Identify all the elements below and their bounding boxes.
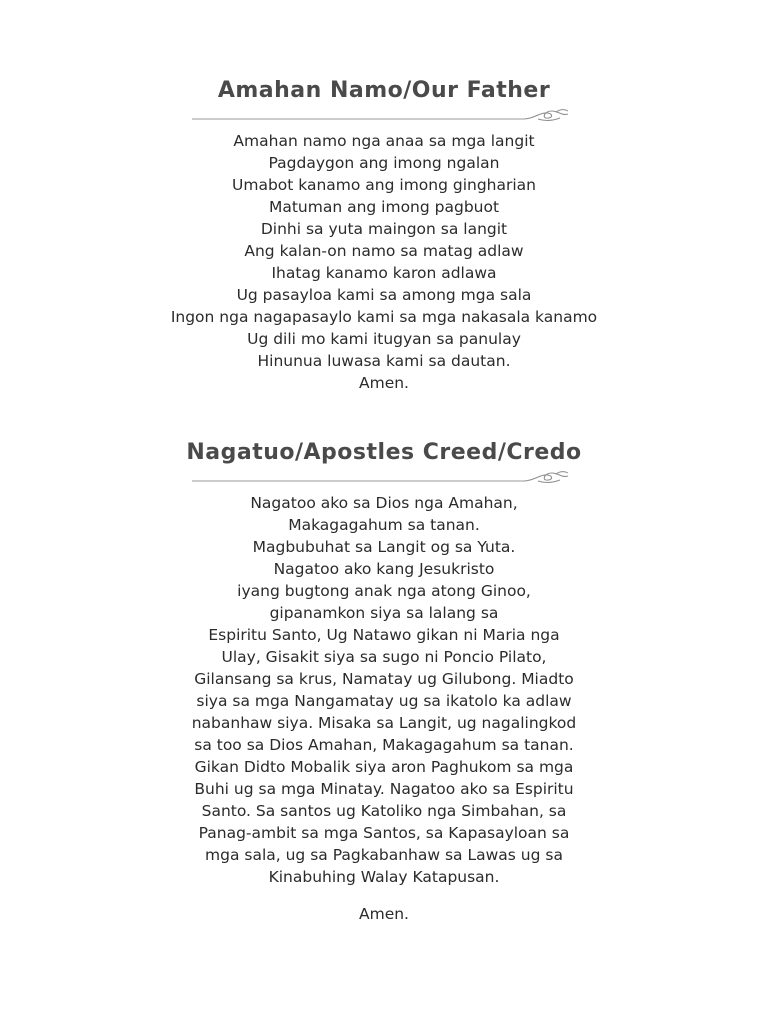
prayer-section-our-father bbox=[0, 76, 768, 394]
prayer-line: Ang kalan-on namo sa matag adlaw bbox=[244, 242, 524, 260]
prayer-line: Gilansang sa krus, Namatay ug Gilubong. Miadto bbox=[194, 670, 574, 688]
prayer-line: Nagatoo ako kang Jesukristo bbox=[273, 560, 495, 578]
prayer-line: Santo. Sa santos ug Katoliko nga Simbahan, sa bbox=[201, 802, 567, 820]
prayer-line: Amahan namo nga anaa sa mga langit bbox=[233, 132, 535, 150]
prayer-line: Nagatoo ako sa Dios nga Amahan, bbox=[250, 494, 518, 512]
prayer-line: Magbubuhat sa Langit og sa Yuta. bbox=[252, 538, 516, 556]
prayer-line: iyang bugtong anak nga atong Ginoo, bbox=[237, 582, 531, 600]
prayer-text bbox=[0, 130, 768, 394]
prayer-line: Gikan Didto Mobalik siya aron Paghukom sa mga bbox=[194, 758, 574, 776]
prayer-line: Ug pasayloa kami sa among mga sala bbox=[236, 286, 532, 304]
title-divider bbox=[192, 470, 576, 484]
prayer-line: Ug dili mo kami itugyan sa panulay bbox=[247, 330, 521, 348]
prayer-title: Amahan Namo/Our Father bbox=[217, 78, 551, 103]
flourish-ornament-icon bbox=[192, 470, 576, 484]
prayer-line: Matuman ang imong pagbuot bbox=[268, 198, 500, 216]
prayer-line: Espiritu Santo, Ug Natawo gikan ni Maria nga bbox=[208, 626, 560, 644]
prayer-line: gipanamkon siya sa lalang sa bbox=[269, 604, 499, 622]
prayer-line: Umabot kanamo ang imong gingharian bbox=[232, 176, 536, 194]
prayer-line: Kinabuhing Walay Katapusan. bbox=[268, 868, 500, 886]
prayer-line: siya sa mga Nangamatay ug sa ikatolo ka adlaw bbox=[196, 692, 572, 710]
prayer-line: Amen. bbox=[359, 374, 409, 392]
prayer-line: sa too sa Dios Amahan, Makagagahum sa tanan. bbox=[194, 736, 574, 754]
prayer-line: Ihatag kanamo karon adlawa bbox=[271, 264, 497, 282]
prayer-line: nabanhaw siya. Misaka sa Langit, ug nagalingkod bbox=[191, 714, 577, 732]
prayer-text bbox=[0, 492, 768, 925]
prayer-title: Nagatuo/Apostles Creed/Credo bbox=[186, 440, 582, 465]
prayer-line: Pagdaygon ang imong ngalan bbox=[268, 154, 500, 172]
prayer-section-apostles-creed bbox=[0, 438, 768, 925]
prayer-line: mga sala, ug sa Pagkabanhaw sa Lawas ug sa bbox=[205, 846, 563, 864]
prayer-line: Makagagahum sa tanan. bbox=[288, 516, 480, 534]
prayer-line: Dinhi sa yuta maingon sa langit bbox=[260, 220, 508, 238]
prayer-line: Hinunua luwasa kami sa dautan. bbox=[257, 352, 511, 370]
flourish-ornament-icon bbox=[192, 108, 576, 122]
prayer-line: Ulay, Gisakit siya sa sugo ni Poncio Pilato, bbox=[221, 648, 547, 666]
prayer-line: Ingon nga nagapasaylo kami sa mga nakasala kanamo bbox=[170, 308, 598, 326]
prayer-line: Buhi ug sa mga Minatay. Nagatoo ako sa Espiritu bbox=[194, 780, 574, 798]
title-divider bbox=[192, 108, 576, 122]
prayer-line: Panag-ambit sa mga Santos, sa Kapasayloan sa bbox=[198, 824, 570, 842]
prayer-closing: Amen. bbox=[359, 905, 409, 923]
